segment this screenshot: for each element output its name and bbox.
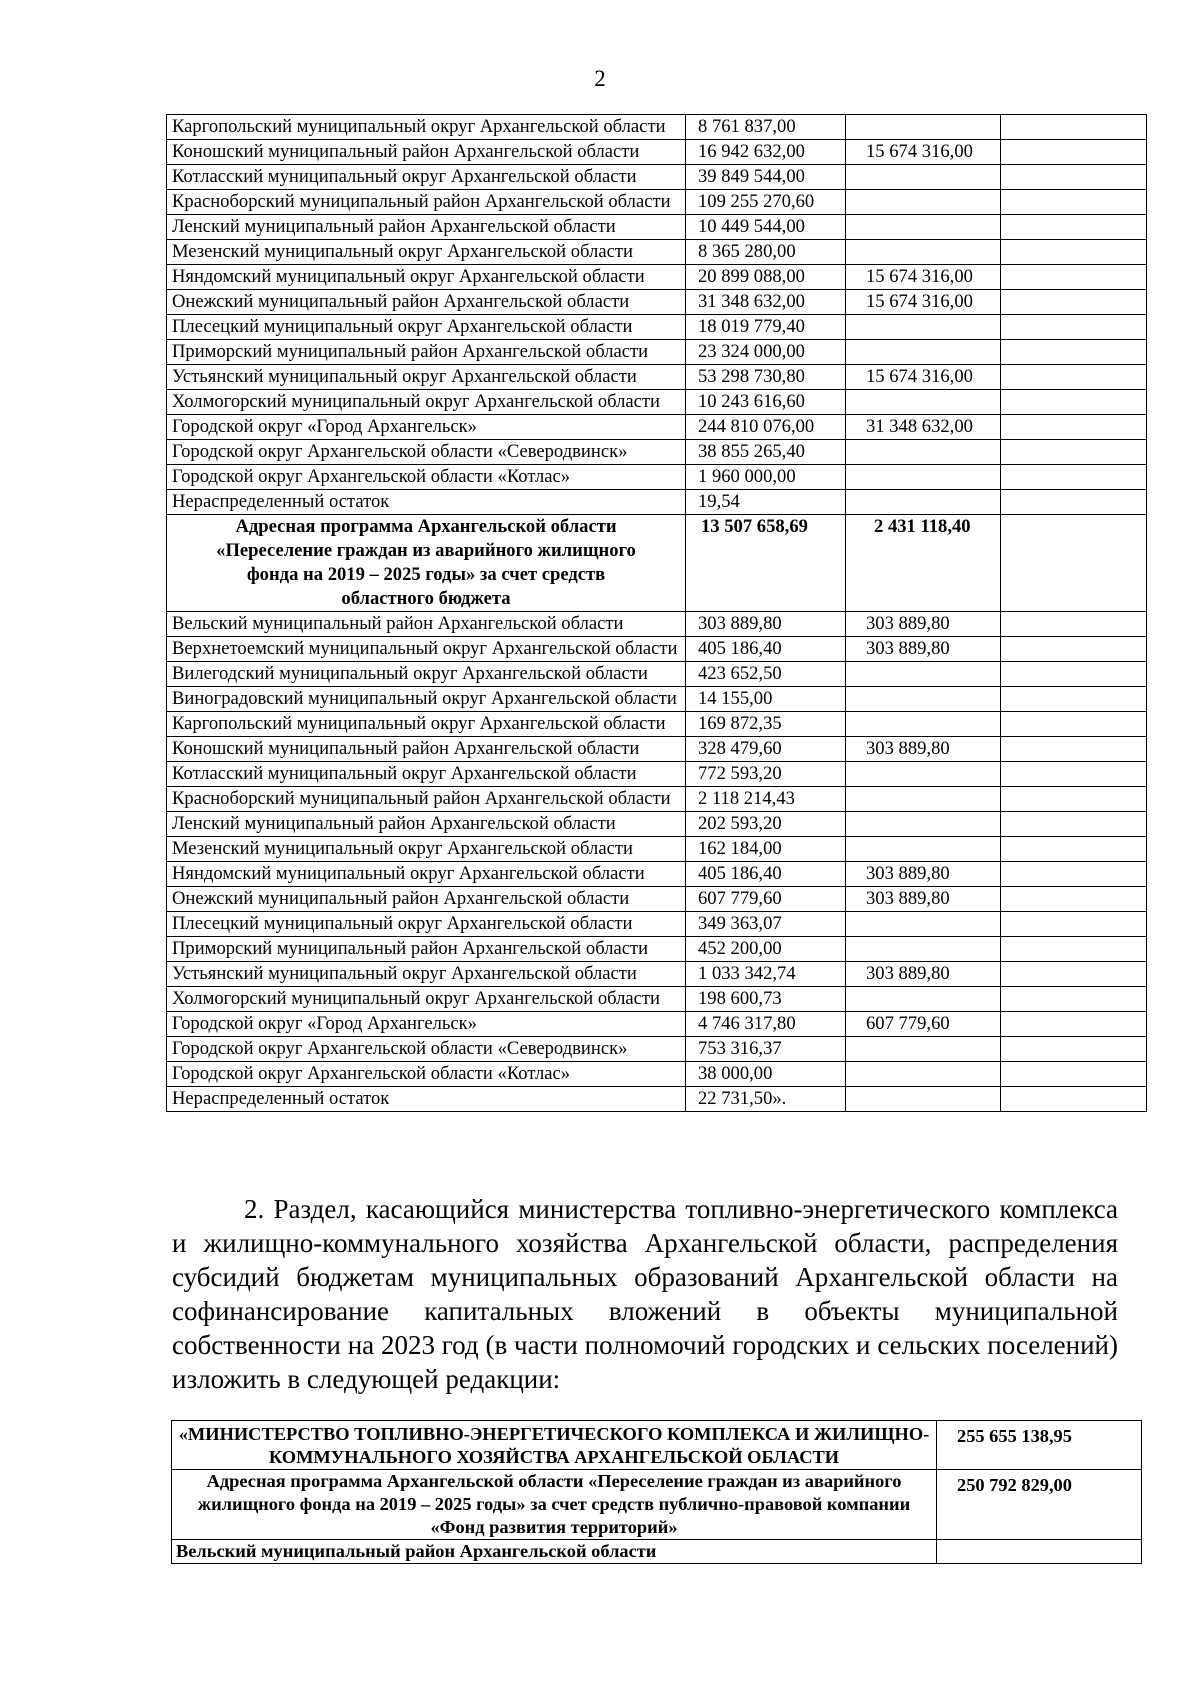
table-row (167, 140, 1147, 165)
row-amount-2-cell (846, 165, 1001, 190)
row-name-cell: Нераспределенный остаток (167, 1087, 686, 1112)
row-empty-cell (1001, 612, 1147, 637)
row-name-cell: Адресная программа Архангельской области «Переселение граждан из аварийного жилищного фонда на 2019 – 2025 годы» за счет средств публично-правовой компании «Фонд развития территорий» (172, 1470, 937, 1540)
row-amount-2-cell: 15 674 316,00 (846, 140, 1001, 165)
row-empty-cell (1001, 390, 1147, 415)
row-empty-cell (1001, 712, 1147, 737)
ministry-table (171, 1420, 1142, 1564)
row-amount-2-cell (846, 215, 1001, 240)
row-amount-cell: 255 655 138,95 (937, 1421, 1142, 1470)
row-empty-cell (1001, 515, 1147, 612)
table-row (167, 762, 1147, 787)
row-empty-cell (1001, 887, 1147, 912)
row-amount-2-cell: 303 889,80 (846, 862, 1001, 887)
table-row (167, 662, 1147, 687)
row-name-cell: Приморский муниципальный район Архангельской области (167, 340, 686, 365)
row-amount-2-cell (846, 812, 1001, 837)
row-amount-cell: 198 600,73 (686, 987, 846, 1012)
row-amount-cell: 19,54 (686, 490, 846, 515)
row-amount-2-cell (846, 315, 1001, 340)
row-name-cell: Плесецкий муниципальный округ Архангельской области (167, 912, 686, 937)
row-amount-2-cell (846, 1087, 1001, 1112)
row-name-cell: Холмогорский муниципальный округ Архангельской области (167, 390, 686, 415)
table-row (167, 737, 1147, 762)
table-row (167, 465, 1147, 490)
row-name-cell: Устьянский муниципальный округ Архангельской области (167, 962, 686, 987)
row-amount-cell: 244 810 076,00 (686, 415, 846, 440)
row-name-cell: Плесецкий муниципальный округ Архангельской области (167, 315, 686, 340)
row-empty-cell (1001, 637, 1147, 662)
row-empty-cell (1001, 290, 1147, 315)
row-empty-cell (1001, 1087, 1147, 1112)
row-empty-cell (1001, 340, 1147, 365)
row-empty-cell (1001, 862, 1147, 887)
row-name-cell: Городской округ Архангельской области «Котлас» (167, 465, 686, 490)
row-name-cell: Ленский муниципальный район Архангельской области (167, 812, 686, 837)
row-amount-2-cell (846, 987, 1001, 1012)
row-amount-cell: 22 731,50». (686, 1087, 846, 1112)
row-amount-cell: 8 365 280,00 (686, 240, 846, 265)
row-amount-2-cell (846, 490, 1001, 515)
row-name-cell: Виноградовский муниципальный округ Архангельской области (167, 687, 686, 712)
row-empty-cell (1001, 315, 1147, 340)
row-amount-cell: 13 507 658,69 (686, 515, 846, 612)
row-amount-2-cell: 303 889,80 (846, 962, 1001, 987)
table-row (167, 440, 1147, 465)
row-name-cell: Котласский муниципальный округ Архангельской области (167, 165, 686, 190)
row-amount-cell: 109 255 270,60 (686, 190, 846, 215)
row-amount-cell: 607 779,60 (686, 887, 846, 912)
table-row (167, 887, 1147, 912)
row-amount-2-cell: 15 674 316,00 (846, 365, 1001, 390)
row-amount-2-cell: 31 348 632,00 (846, 415, 1001, 440)
table-row (167, 712, 1147, 737)
table-row (167, 415, 1147, 440)
table-row (167, 515, 1147, 612)
row-amount-2-cell (846, 787, 1001, 812)
row-empty-cell (1001, 687, 1147, 712)
row-amount-cell: 303 889,80 (686, 612, 846, 637)
row-name-cell: «МИНИСТЕРСТВО ТОПЛИВНО-ЭНЕРГЕТИЧЕСКОГО КОМПЛЕКСА И ЖИЛИЩНО-КОММУНАЛЬНОГО ХОЗЯЙСТВА АРХАНГЕЛЬСКОЙ ОБЛАСТИ (172, 1421, 937, 1470)
row-name-cell: Мезенский муниципальный округ Архангельской области (167, 837, 686, 862)
row-name-cell: Няндомский муниципальный округ Архангельской области (167, 265, 686, 290)
row-name-cell: Городской округ Архангельской области «Северодвинск» (167, 440, 686, 465)
row-empty-cell (1001, 240, 1147, 265)
row-amount-cell: 423 652,50 (686, 662, 846, 687)
table-row (167, 190, 1147, 215)
row-amount-cell: 328 479,60 (686, 737, 846, 762)
table-row (167, 215, 1147, 240)
row-amount-2-cell (846, 115, 1001, 140)
row-name-cell: Коношский муниципальный район Архангельской области (167, 140, 686, 165)
row-amount-2-cell (846, 712, 1001, 737)
row-name-cell: Красноборский муниципальный район Архангельской области (167, 190, 686, 215)
row-empty-cell (1001, 140, 1147, 165)
row-name-cell: Устьянский муниципальный округ Архангельской области (167, 365, 686, 390)
row-name-cell: Городской округ Архангельской области «Северодвинск» (167, 1037, 686, 1062)
table-row (167, 1037, 1147, 1062)
row-amount-2-cell: 15 674 316,00 (846, 290, 1001, 315)
row-empty-cell (1001, 737, 1147, 762)
table-row (167, 340, 1147, 365)
table-row (167, 315, 1147, 340)
table-row (167, 937, 1147, 962)
paragraph-text: 2. Раздел, касающийся министерства топливно-энергетического комплекса и жилищно-коммунального хозяйства Архангельской области, распределения субсидий бюджетам муниципальных образований Архангельской области на софинансирование капитальных вложений в объекты муниципальной собственности на 2023 год (в части полномочий городских и сельских поселений) изложить в следующей редакции: (172, 1194, 1118, 1394)
row-empty-cell (1001, 415, 1147, 440)
row-amount-2-cell (846, 1062, 1001, 1087)
row-empty-cell (1001, 962, 1147, 987)
row-name-cell: Вельский муниципальный район Архангельской области (167, 612, 686, 637)
table-row (167, 165, 1147, 190)
row-empty-cell (1001, 762, 1147, 787)
row-empty-cell (1001, 190, 1147, 215)
row-amount-cell: 405 186,40 (686, 862, 846, 887)
row-amount-cell: 10 449 544,00 (686, 215, 846, 240)
row-name-cell: Онежский муниципальный район Архангельской области (167, 887, 686, 912)
table-row (167, 862, 1147, 887)
row-amount-cell: 250 792 829,00 (937, 1470, 1142, 1540)
row-name-cell: Приморский муниципальный район Архангельской области (167, 937, 686, 962)
row-name-cell: Городской округ Архангельской области «Котлас» (167, 1062, 686, 1087)
row-amount-cell: 10 243 616,60 (686, 390, 846, 415)
row-empty-cell (1001, 165, 1147, 190)
row-amount-cell: 20 899 088,00 (686, 265, 846, 290)
row-amount-cell: 349 363,07 (686, 912, 846, 937)
row-amount-2-cell: 303 889,80 (846, 637, 1001, 662)
row-empty-cell (1001, 1012, 1147, 1037)
row-amount-cell: 1 033 342,74 (686, 962, 846, 987)
row-amount-cell: 1 960 000,00 (686, 465, 846, 490)
table-row (167, 962, 1147, 987)
row-name-cell: Ленский муниципальный район Архангельской области (167, 215, 686, 240)
row-amount-cell: 14 155,00 (686, 687, 846, 712)
row-amount-cell: 4 746 317,80 (686, 1012, 846, 1037)
row-amount-cell: 8 761 837,00 (686, 115, 846, 140)
row-amount-2-cell (846, 662, 1001, 687)
row-empty-cell (1001, 465, 1147, 490)
row-amount-2-cell (846, 340, 1001, 365)
row-empty-cell (1001, 787, 1147, 812)
row-name-cell: Городской округ «Город Архангельск» (167, 1012, 686, 1037)
row-amount-cell (937, 1540, 1142, 1564)
table-row (167, 612, 1147, 637)
row-name-cell: Верхнетоемский муниципальный округ Архангельской области (167, 637, 686, 662)
row-empty-cell (1001, 215, 1147, 240)
row-empty-cell (1001, 837, 1147, 862)
row-amount-2-cell (846, 912, 1001, 937)
row-empty-cell (1001, 1037, 1147, 1062)
row-amount-cell: 162 184,00 (686, 837, 846, 862)
row-empty-cell (1001, 662, 1147, 687)
table-row (167, 115, 1147, 140)
table-row (167, 390, 1147, 415)
row-amount-cell: 2 118 214,43 (686, 787, 846, 812)
row-empty-cell (1001, 265, 1147, 290)
table-row (167, 637, 1147, 662)
table-row (167, 912, 1147, 937)
table-row (172, 1540, 1142, 1564)
table-row (167, 490, 1147, 515)
row-amount-cell: 18 019 779,40 (686, 315, 846, 340)
row-name-cell: Красноборский муниципальный район Архангельской области (167, 787, 686, 812)
table-row (167, 787, 1147, 812)
row-name-cell: Адресная программа Архангельской области «Переселение граждан из аварийного жилищного фонда на 2019 – 2025 годы» за счет средств областного бюджета (167, 515, 686, 612)
row-amount-2-cell (846, 762, 1001, 787)
row-amount-2-cell: 2 431 118,40 (846, 515, 1001, 612)
row-name-cell: Холмогорский муниципальный округ Архангельской области (167, 987, 686, 1012)
row-empty-cell (1001, 490, 1147, 515)
row-empty-cell (1001, 365, 1147, 390)
table-row (167, 240, 1147, 265)
row-amount-2-cell (846, 465, 1001, 490)
table-row (167, 987, 1147, 1012)
row-empty-cell (1001, 1062, 1147, 1087)
table-row (167, 1087, 1147, 1112)
row-amount-cell: 38 000,00 (686, 1062, 846, 1087)
row-name-cell: Вилегодский муниципальный округ Архангельской области (167, 662, 686, 687)
row-amount-2-cell (846, 937, 1001, 962)
table-row (167, 1012, 1147, 1037)
row-amount-2-cell: 303 889,80 (846, 612, 1001, 637)
table-row (172, 1421, 1142, 1470)
row-name-cell: Нераспределенный остаток (167, 490, 686, 515)
row-amount-cell: 23 324 000,00 (686, 340, 846, 365)
row-amount-2-cell (846, 440, 1001, 465)
row-empty-cell (1001, 440, 1147, 465)
page-number: 2 (594, 66, 606, 91)
table-row (167, 1062, 1147, 1087)
row-amount-2-cell: 303 889,80 (846, 737, 1001, 762)
row-empty-cell (1001, 937, 1147, 962)
row-amount-cell: 16 942 632,00 (686, 140, 846, 165)
row-name-cell: Мезенский муниципальный округ Архангельской области (167, 240, 686, 265)
row-amount-cell: 31 348 632,00 (686, 290, 846, 315)
row-amount-cell: 169 872,35 (686, 712, 846, 737)
row-amount-2-cell (846, 837, 1001, 862)
table-row (167, 265, 1147, 290)
row-empty-cell (1001, 912, 1147, 937)
row-amount-cell: 452 200,00 (686, 937, 846, 962)
table-row (167, 837, 1147, 862)
row-amount-cell: 39 849 544,00 (686, 165, 846, 190)
row-amount-cell: 772 593,20 (686, 762, 846, 787)
row-name-cell: Онежский муниципальный район Архангельской области (167, 290, 686, 315)
row-amount-cell: 202 593,20 (686, 812, 846, 837)
row-amount-2-cell (846, 390, 1001, 415)
subsidy-distribution-table (166, 114, 1147, 1112)
row-amount-2-cell (846, 687, 1001, 712)
row-name-cell: Котласский муниципальный округ Архангельской области (167, 762, 686, 787)
row-amount-cell: 405 186,40 (686, 637, 846, 662)
row-name-cell: Каргопольский муниципальный округ Архангельской области (167, 115, 686, 140)
row-amount-2-cell: 15 674 316,00 (846, 265, 1001, 290)
table-row (167, 290, 1147, 315)
row-amount-cell: 753 316,37 (686, 1037, 846, 1062)
row-empty-cell (1001, 115, 1147, 140)
row-name-cell: Городской округ «Город Архангельск» (167, 415, 686, 440)
row-empty-cell (1001, 812, 1147, 837)
table-row (167, 365, 1147, 390)
row-name-cell: Каргопольский муниципальный округ Архангельской области (167, 712, 686, 737)
paragraph-section-2 (172, 1192, 1118, 1396)
row-empty-cell (1001, 987, 1147, 1012)
row-amount-cell: 38 855 265,40 (686, 440, 846, 465)
row-amount-2-cell: 607 779,60 (846, 1012, 1001, 1037)
row-amount-2-cell (846, 240, 1001, 265)
row-name-cell: Няндомский муниципальный округ Архангельской области (167, 862, 686, 887)
table-row (167, 687, 1147, 712)
row-amount-2-cell (846, 1037, 1001, 1062)
row-amount-cell: 53 298 730,80 (686, 365, 846, 390)
table-row (167, 812, 1147, 837)
row-name-cell: Коношский муниципальный район Архангельской области (167, 737, 686, 762)
table-row (172, 1470, 1142, 1540)
row-name-cell: Вельский муниципальный район Архангельской области (172, 1540, 937, 1564)
row-amount-2-cell: 303 889,80 (846, 887, 1001, 912)
row-amount-2-cell (846, 190, 1001, 215)
